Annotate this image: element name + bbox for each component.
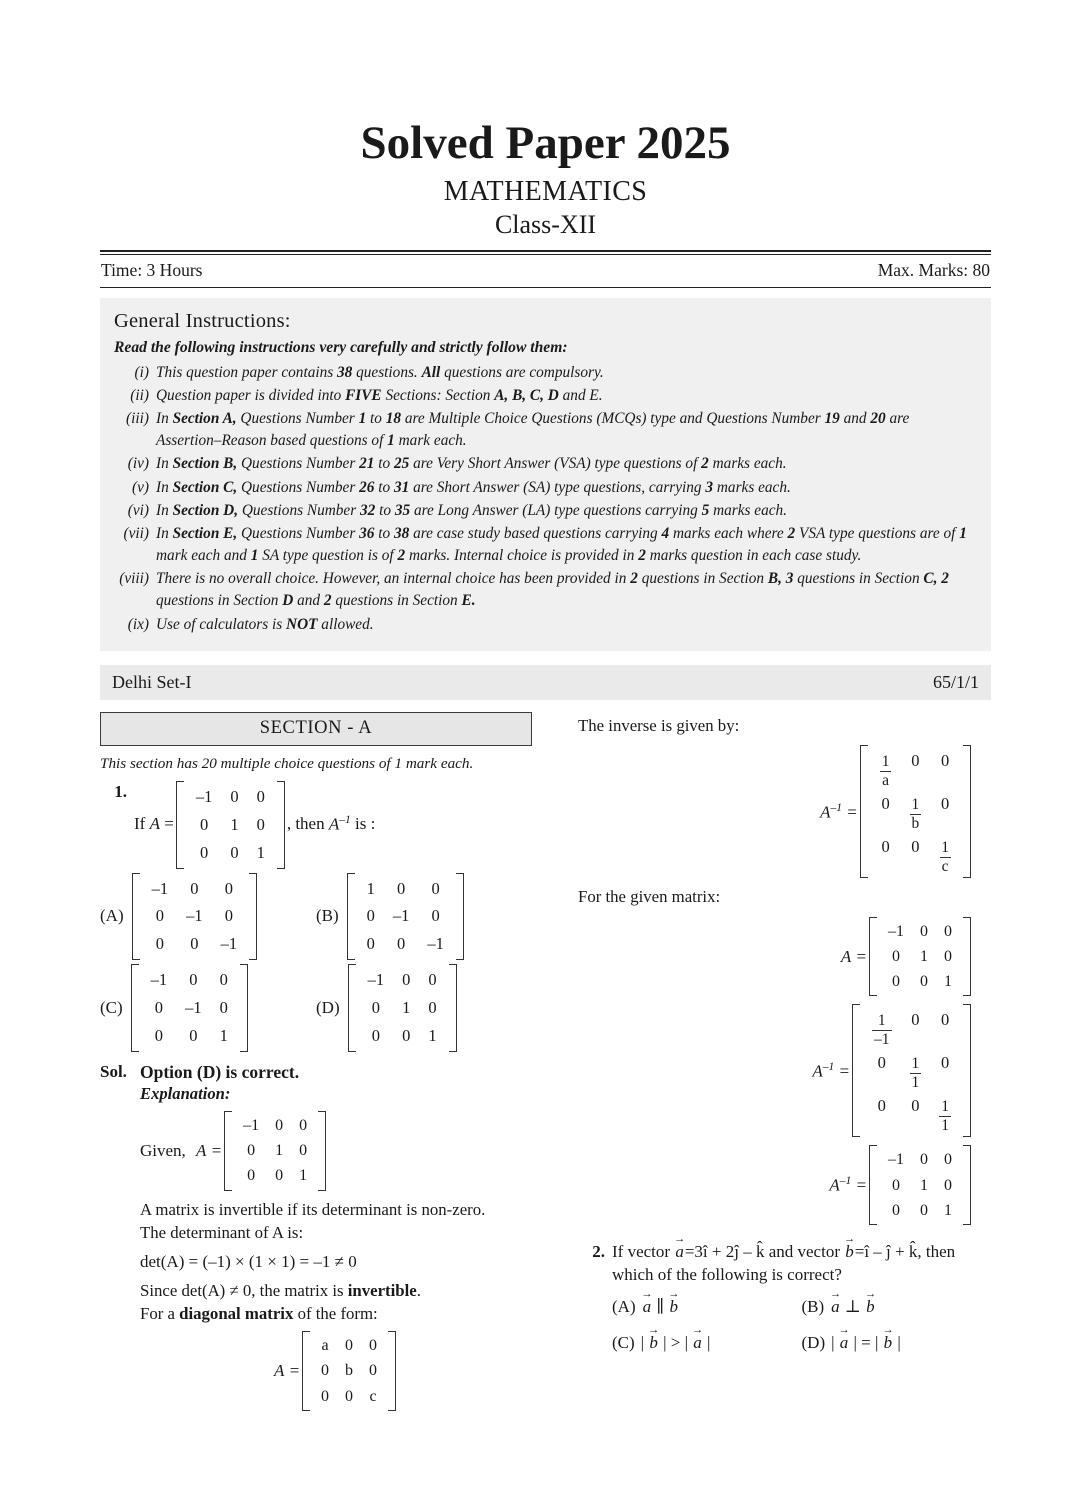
matrix-cell: 1 bbox=[920, 947, 928, 965]
page-title: Solved Paper 2025 bbox=[360, 117, 731, 169]
vector-symbol: → a bbox=[692, 1333, 703, 1353]
explanation-label: Explanation: bbox=[140, 1084, 231, 1104]
matrix-cell: 0 bbox=[371, 1026, 380, 1046]
matrix-cell: 0 bbox=[944, 1151, 952, 1169]
invertible-text bbox=[140, 1198, 532, 1245]
option-d-label: (D) bbox=[316, 998, 340, 1018]
matrix-cell: 1 bbox=[256, 842, 265, 862]
instruction-text: Use of calculators is NOT allowed. bbox=[156, 615, 374, 633]
inverse-final-equation: $A^{-1}$ = –1 0 0 0 1 0 0 0 1 bbox=[578, 1145, 991, 1225]
matrix-cell bbox=[871, 747, 901, 790]
exam-meta-row bbox=[100, 255, 991, 287]
matrix-bracket-right bbox=[963, 1145, 971, 1225]
instruction-text: Question paper is divided into FIVE Sections: Section A, B, C, D and E. bbox=[156, 386, 603, 404]
option-b-matrix bbox=[347, 873, 464, 961]
since-det-text: Since det(A) ≠ 0, the matrix is invertible. bbox=[140, 1280, 421, 1300]
matrix-bracket-left bbox=[348, 964, 356, 1052]
determinant-equation-text: det(A) = (–1) × (1 × 1) = –1 ≠ 0 bbox=[140, 1251, 357, 1271]
matrix-cell: 0 bbox=[911, 1096, 920, 1116]
matrix-cell: 0 bbox=[428, 998, 437, 1018]
q2-vector-b: → b bbox=[844, 1241, 855, 1264]
set-label: Delhi Set-I bbox=[112, 671, 192, 692]
matrix-bracket-right bbox=[249, 873, 257, 961]
instruction-item bbox=[114, 408, 977, 452]
q2-option-b[interactable] bbox=[802, 1297, 992, 1317]
matrix-bracket-left bbox=[302, 1331, 310, 1411]
inverse-given-by-text: The inverse is given by: bbox=[578, 715, 740, 735]
time-allowed: Time: 3 Hours bbox=[101, 259, 203, 280]
q2-option-d-label: (D) bbox=[801, 1332, 826, 1352]
section-a-note: This section has 20 multiple choice questions of 1 mark each. bbox=[100, 754, 474, 772]
fraction: $\frac{1}{1}$ bbox=[941, 1098, 949, 1134]
matrix-cell: 0 bbox=[911, 837, 920, 857]
matrix-cell: 0 bbox=[371, 998, 380, 1018]
matrix-cell: –1 bbox=[888, 922, 904, 940]
instruction-number: (iv) bbox=[127, 455, 149, 473]
option-c-matrix bbox=[131, 964, 248, 1052]
matrix-cell: –1 bbox=[392, 906, 410, 926]
matrix-bracket-left bbox=[860, 745, 868, 878]
instruction-number: (ix) bbox=[127, 615, 149, 633]
question-2-number: 2. bbox=[592, 1241, 605, 1261]
matrix-cell: 0 bbox=[944, 1176, 952, 1194]
instruction-item bbox=[114, 568, 977, 612]
matrix-grid bbox=[356, 964, 449, 1052]
matrix-cell: 0 bbox=[892, 973, 900, 991]
matrix-bracket-right bbox=[963, 917, 971, 997]
instruction-text: In Section B, Questions Number 21 to 25 are Very Short Answer (VSA) type questions of 2 marks each. bbox=[156, 455, 787, 473]
matrix-cell: –1 bbox=[427, 934, 444, 954]
matrix-cell: c bbox=[369, 1387, 377, 1405]
matrix-grid bbox=[860, 1004, 963, 1137]
max-marks: Max. Marks: 80 bbox=[877, 259, 990, 280]
matrix-grid bbox=[140, 873, 250, 961]
vector-symbol: → b bbox=[668, 1297, 679, 1317]
matrix-grid bbox=[868, 745, 963, 878]
determinant-sentence: The determinant of A is: bbox=[140, 1223, 304, 1243]
subject-title: MATHEMATICS bbox=[443, 175, 648, 207]
fraction: $\frac{1}{c}$ bbox=[941, 839, 949, 875]
matrix-cell: –1 bbox=[151, 878, 169, 898]
matrix-cell: 0 bbox=[155, 906, 164, 926]
matrix-cell: 0 bbox=[247, 1142, 256, 1160]
q2-option-c[interactable] bbox=[612, 1333, 802, 1353]
matrix-cell: 0 bbox=[892, 947, 900, 965]
matrix-cell: –1 bbox=[150, 970, 168, 990]
general-instructions-panel bbox=[100, 298, 991, 651]
matrix-cell: 0 bbox=[941, 1053, 950, 1073]
matrix-cell: 0 bbox=[190, 934, 199, 954]
fraction: $\frac{1}{b}$ bbox=[911, 796, 920, 832]
matrix-cell: 0 bbox=[920, 1151, 928, 1169]
instruction-text: This question paper contains 38 questions. All questions are compulsory. bbox=[156, 363, 604, 381]
matrix-cell: 0 bbox=[428, 970, 437, 990]
instruction-item bbox=[114, 523, 977, 567]
fraction: $\frac{1}{-1}$ bbox=[874, 1012, 890, 1048]
q2-option-a-text: → a ∥ → b bbox=[642, 1297, 679, 1317]
matrix-cell: 0 bbox=[299, 1142, 308, 1160]
matrix-cell: 0 bbox=[366, 906, 375, 926]
matrix-cell: 0 bbox=[397, 934, 406, 954]
matrix-cell: 1 bbox=[944, 973, 952, 991]
matrix-cell: 0 bbox=[189, 970, 198, 990]
question-1-number: 1. bbox=[114, 781, 127, 801]
matrix-cell: 0 bbox=[299, 1117, 308, 1135]
matrix-cell bbox=[901, 790, 931, 833]
instruction-text: In Section C, Questions Number 26 to 31 are Short Answer (SA) type questions, carrying 3 marks each. bbox=[156, 478, 791, 496]
matrix-bracket-left bbox=[869, 917, 877, 997]
q1-stem-matrix bbox=[176, 781, 285, 869]
diagonal-matrix-text: For a diagonal matrix of the form: bbox=[140, 1304, 378, 1324]
instruction-item bbox=[114, 362, 977, 384]
matrix-cell: 0 bbox=[275, 1167, 284, 1185]
left-column bbox=[100, 712, 532, 1411]
matrix-bracket-left bbox=[131, 964, 139, 1052]
matrix-cell: 0 bbox=[944, 922, 952, 940]
matrix-cell bbox=[901, 1049, 931, 1092]
two-column-body bbox=[100, 712, 991, 1411]
q2-option-b-label: (B) bbox=[801, 1296, 825, 1316]
option-b[interactable] bbox=[316, 873, 532, 961]
matrix-cell: 0 bbox=[369, 1337, 378, 1355]
matrix-cell: 0 bbox=[431, 878, 440, 898]
matrix-cell: 0 bbox=[402, 1026, 411, 1046]
paper-code: 65/1/1 bbox=[932, 671, 979, 692]
matrix-cell: 0 bbox=[224, 906, 233, 926]
given-matrix bbox=[224, 1111, 326, 1191]
matrix-cell: 0 bbox=[944, 947, 952, 965]
instruction-item bbox=[114, 500, 977, 522]
matrix-cell: 0 bbox=[366, 934, 375, 954]
matrix-cell: 0 bbox=[911, 751, 920, 771]
matrix-cell: –1 bbox=[186, 906, 203, 926]
q1-stem-post: , then bbox=[286, 814, 325, 834]
matrix-cell: 0 bbox=[892, 1201, 900, 1219]
option-a[interactable] bbox=[100, 873, 316, 961]
matrix-cell: 0 bbox=[155, 934, 164, 954]
matrix-bracket-right bbox=[963, 745, 971, 878]
q2-vector-a: → a bbox=[674, 1241, 685, 1264]
matrix-bracket-right bbox=[456, 873, 464, 961]
question-1-options bbox=[100, 873, 532, 1053]
matrix-cell: 0 bbox=[224, 878, 233, 898]
matrix-cell bbox=[930, 833, 960, 876]
matrix-cell: 0 bbox=[154, 1026, 164, 1046]
inverse-final-matrix bbox=[869, 1145, 971, 1225]
matrix-cell: 0 bbox=[881, 837, 890, 857]
matrix-cell: 0 bbox=[154, 998, 164, 1018]
inverse-symbolic-equation: $A^{-1}$ = $\frac{1}{a}$ 0 0 0 $\frac{1}{b}$ 0 0 0 $\frac{1}{c}$ bbox=[578, 745, 991, 878]
matrix-bracket-left bbox=[224, 1111, 232, 1191]
class-title: Class-XII bbox=[494, 209, 597, 239]
q2-option-d-text: | → a | = | → b | bbox=[831, 1333, 901, 1353]
matrix-cell: 0 bbox=[230, 786, 239, 806]
given-matrix2-equation: A = –1 0 0 0 1 0 0 0 1 bbox=[578, 917, 991, 997]
option-b-label: (B) bbox=[316, 906, 339, 926]
matrix-bracket-left bbox=[852, 1004, 860, 1137]
set-bar bbox=[100, 665, 991, 700]
matrix-cell: 1 bbox=[944, 1201, 952, 1219]
matrix-cell: 0 bbox=[256, 786, 265, 806]
matrix-cell: 0 bbox=[920, 1201, 928, 1219]
matrix-cell bbox=[930, 1092, 960, 1135]
q2-stem-pre: If vector bbox=[612, 1241, 671, 1261]
matrix-cell: 0 bbox=[369, 1362, 378, 1380]
matrix-bracket-right bbox=[240, 964, 248, 1052]
vector-symbol: → a bbox=[839, 1333, 850, 1353]
matrix-cell: 0 bbox=[219, 970, 228, 990]
inverse-numeric-equation: $A^{-1}$ = $\frac{1}{-1}$ 0 0 0 $\frac{1}{1}$ 0 0 0 $\frac{1}{1}$ bbox=[578, 1004, 991, 1137]
matrix-bracket-left bbox=[176, 781, 184, 869]
given-matrix-2 bbox=[869, 917, 971, 997]
option-d[interactable] bbox=[316, 964, 532, 1052]
instruction-text: There is no overall choice. However, an internal choice has been provided in 2 questions in Section B, 3 questions in Section C, 2 questions in Section D and 2 questions in Section E. bbox=[156, 570, 949, 610]
matrix-bracket-right bbox=[277, 781, 285, 869]
matrix-cell: 0 bbox=[941, 751, 950, 771]
matrix-cell: 0 bbox=[920, 973, 928, 991]
matrix-cell: 0 bbox=[189, 1026, 198, 1046]
fraction: $\frac{1}{1}$ bbox=[911, 1055, 920, 1091]
matrix-cell: 0 bbox=[881, 794, 890, 814]
matrix-cell: 1 bbox=[275, 1142, 284, 1160]
matrix-cell: 0 bbox=[892, 1176, 900, 1194]
question-2 bbox=[578, 1241, 991, 1287]
matrix-cell: b bbox=[345, 1362, 354, 1380]
solution-answer: Option (D) is correct. bbox=[140, 1062, 300, 1083]
q1-stem-post2: is : bbox=[355, 814, 376, 834]
matrix-cell: 0 bbox=[941, 794, 950, 814]
instruction-number: (vii) bbox=[123, 524, 149, 542]
matrix-cell: 0 bbox=[345, 1387, 354, 1405]
q2-option-b-text: → a ⊥ → b bbox=[830, 1297, 876, 1317]
general-instructions-list bbox=[114, 362, 977, 636]
fraction: $\frac{1}{a}$ bbox=[881, 753, 890, 789]
vector-symbol: → a bbox=[642, 1297, 653, 1317]
matrix-cell: 1 bbox=[230, 814, 239, 834]
matrix-cell: –1 bbox=[243, 1117, 260, 1135]
question-2-options bbox=[578, 1297, 991, 1353]
matrix-grid bbox=[184, 781, 277, 869]
q2-vector-b-value: î – ĵ + k̂ bbox=[864, 1241, 918, 1261]
matrix-cell: 1 bbox=[428, 1026, 437, 1046]
matrix-cell: 0 bbox=[247, 1167, 256, 1185]
matrix-grid bbox=[232, 1111, 318, 1191]
question-1-stem: If A = –1 0 0 0 1 0 0 0 1 , then $A^{-1}$ is : bbox=[134, 781, 532, 869]
option-c[interactable] bbox=[100, 964, 316, 1052]
matrix-grid bbox=[139, 964, 240, 1052]
vector-symbol: → b bbox=[865, 1297, 876, 1317]
q1-stem-var: A bbox=[149, 814, 160, 834]
matrix-cell: 0 bbox=[345, 1337, 354, 1355]
instruction-number: (viii) bbox=[119, 570, 149, 588]
matrix-cell: 0 bbox=[321, 1387, 330, 1405]
matrix-cell: 1 bbox=[366, 878, 375, 898]
question-2-stem: If vector → a=3î + 2ĵ – k̂ and vector → b=î – ĵ + k̂, then which of the following is correct? bbox=[612, 1241, 991, 1287]
matrix-bracket-left bbox=[869, 1145, 877, 1225]
general-instructions-lead: Read the following instructions very carefully and strictly follow them: bbox=[114, 338, 568, 356]
matrix-cell: 0 bbox=[941, 1010, 950, 1030]
matrix-grid bbox=[310, 1331, 388, 1411]
q1-stem-eq: = bbox=[164, 814, 174, 834]
q2-option-a[interactable] bbox=[612, 1297, 802, 1317]
determinant-equation bbox=[140, 1252, 532, 1272]
matrix-bracket-right bbox=[449, 964, 457, 1052]
matrix-bracket-right bbox=[388, 1331, 396, 1411]
q2-option-a-label: (A) bbox=[612, 1296, 636, 1316]
title-block bbox=[100, 0, 991, 240]
solution-label: Sol. bbox=[100, 1062, 127, 1082]
instruction-number: (iii) bbox=[126, 410, 149, 428]
q2-vector-a-value: 3î + 2ĵ – k̂ bbox=[694, 1241, 765, 1261]
matrix-cell: 1 bbox=[920, 1176, 928, 1194]
matrix-bracket-left bbox=[132, 873, 140, 961]
q2-option-d[interactable] bbox=[802, 1333, 992, 1353]
matrix-cell: 0 bbox=[920, 922, 928, 940]
matrix-grid bbox=[355, 873, 456, 961]
instruction-item bbox=[114, 614, 977, 636]
matrix-cell: a bbox=[321, 1337, 329, 1355]
option-d-matrix bbox=[348, 964, 457, 1052]
matrix-cell: 0 bbox=[199, 842, 209, 862]
inverse-symbolic-matrix bbox=[860, 745, 971, 878]
matrix-cell: 1 bbox=[219, 1026, 228, 1046]
instruction-item bbox=[114, 453, 977, 475]
matrix-bracket-right bbox=[318, 1111, 326, 1191]
diagonal-matrix-equation: A = a 0 0 0 b 0 0 0 c bbox=[140, 1331, 532, 1411]
matrix-cell: 0 bbox=[256, 814, 265, 834]
instruction-text: In Section A, Questions Number 1 to 18 are Multiple Choice Questions (MCQs) type and Questions Number 19 and 20 are Assertion–Reason based questions of 1 mark each. bbox=[156, 410, 910, 450]
matrix-cell: 1 bbox=[299, 1167, 308, 1185]
matrix-cell: –1 bbox=[367, 970, 385, 990]
matrix-cell: 1 bbox=[402, 998, 411, 1018]
divider-thick-top bbox=[100, 250, 991, 252]
q2-option-c-label: (C) bbox=[612, 1332, 635, 1352]
instruction-item bbox=[114, 385, 977, 407]
q2-option-c-text: | → b | > | → a | bbox=[641, 1333, 711, 1353]
matrix-cell: –1 bbox=[195, 786, 213, 806]
option-a-label: (A) bbox=[100, 906, 124, 926]
instruction-item bbox=[114, 477, 977, 499]
instruction-number: (v) bbox=[132, 478, 149, 496]
option-c-label: (C) bbox=[100, 998, 123, 1018]
option-a-matrix bbox=[132, 873, 258, 961]
matrix-cell: –1 bbox=[888, 1151, 904, 1169]
instruction-number: (vi) bbox=[127, 501, 149, 519]
for-given-matrix-text: For the given matrix: bbox=[578, 887, 721, 907]
matrix-cell: 0 bbox=[397, 878, 406, 898]
matrix-cell: 0 bbox=[321, 1362, 330, 1380]
q2-stem-mid: and vector bbox=[768, 1241, 840, 1261]
matrix-grid bbox=[877, 1145, 963, 1225]
right-column bbox=[578, 712, 991, 1411]
matrix-cell: 0 bbox=[911, 1010, 920, 1030]
matrix-cell: –1 bbox=[220, 934, 238, 954]
question-1 bbox=[100, 781, 532, 869]
vector-symbol: → a bbox=[830, 1297, 841, 1317]
instruction-text: In Section E, Questions Number 36 to 38 are case study based questions carrying 4 marks each where 2 VSA type questions are of 1 mark each and 1 SA type question is of 2 marks. Internal choice is provided in 2 marks question in each case study. bbox=[156, 524, 967, 565]
instruction-number: (i) bbox=[134, 363, 149, 381]
matrix-cell: 0 bbox=[431, 906, 440, 926]
inverse-numeric-matrix bbox=[852, 1004, 971, 1137]
matrix-bracket-right bbox=[963, 1004, 971, 1137]
matrix-cell: 0 bbox=[230, 842, 239, 862]
q1-stem-pre: If bbox=[134, 814, 146, 834]
matrix-grid bbox=[877, 917, 963, 997]
vector-symbol: → b bbox=[648, 1333, 659, 1353]
vector-symbol: → b bbox=[883, 1333, 894, 1353]
section-a-header: SECTION - A bbox=[100, 712, 532, 746]
matrix-cell: 0 bbox=[190, 878, 199, 898]
q2-stem-line2: which of the following is correct? bbox=[612, 1264, 842, 1284]
matrix-cell: 0 bbox=[402, 970, 411, 990]
matrix-cell: 0 bbox=[219, 998, 228, 1018]
matrix-bracket-left bbox=[347, 873, 355, 961]
invertible-sentence: A matrix is invertible if its determinant is non-zero. bbox=[140, 1199, 486, 1219]
matrix-cell: 0 bbox=[877, 1096, 886, 1116]
diagonal-matrix bbox=[302, 1331, 396, 1411]
given-matrix-equation: Given, A = –1 0 0 0 1 0 0 0 1 bbox=[140, 1111, 532, 1191]
instruction-text: In Section D, Questions Number 32 to 35 are Long Answer (LA) type questions carrying 5 marks each. bbox=[156, 501, 788, 519]
divider-below-meta bbox=[100, 287, 991, 288]
matrix-cell: 0 bbox=[199, 814, 209, 834]
general-instructions-heading: General Instructions: bbox=[114, 309, 291, 332]
q2-stem-end: , then bbox=[917, 1241, 956, 1261]
question-1-solution bbox=[100, 1062, 532, 1411]
given-label: Given, bbox=[140, 1140, 186, 1160]
matrix-cell: 0 bbox=[275, 1117, 284, 1135]
matrix-cell: –1 bbox=[185, 998, 202, 1018]
matrix-cell: 0 bbox=[877, 1053, 886, 1073]
matrix-cell bbox=[863, 1006, 901, 1049]
instruction-number: (ii) bbox=[130, 386, 149, 404]
